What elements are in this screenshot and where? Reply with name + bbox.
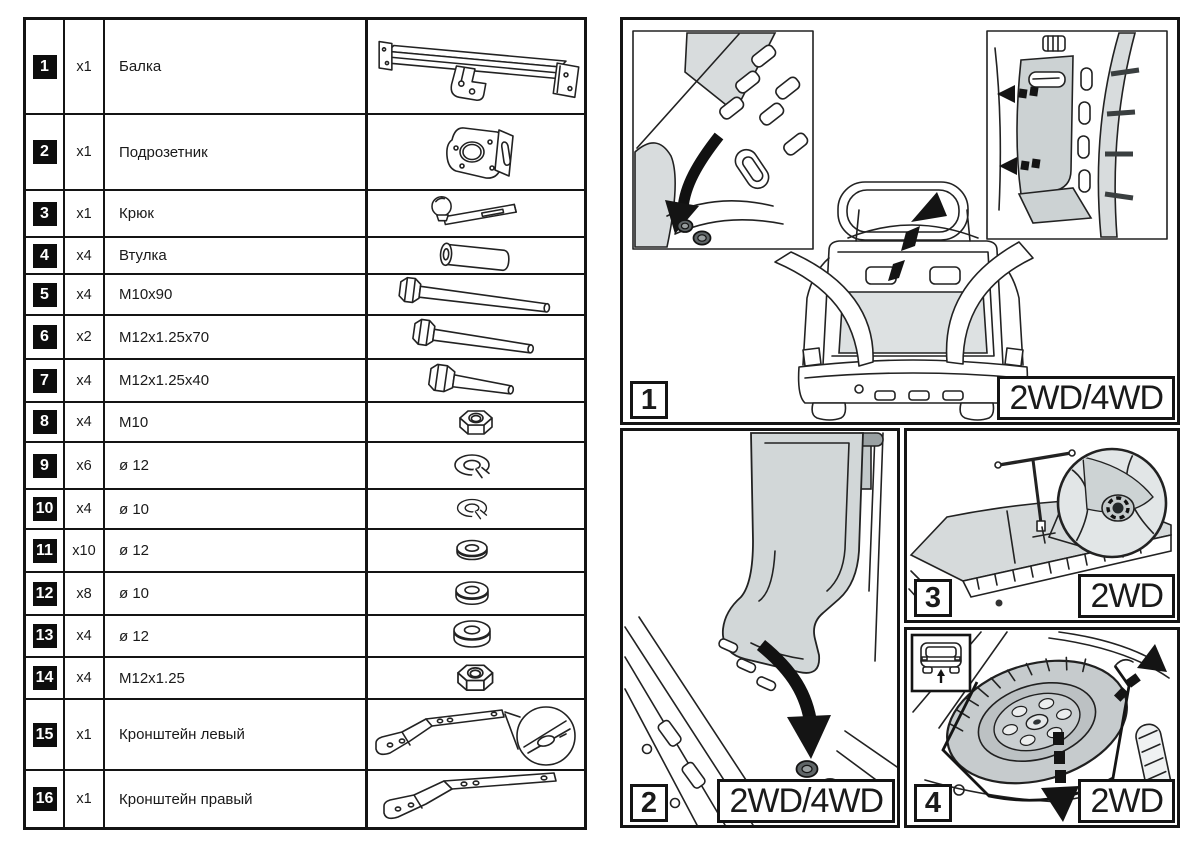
bolt-short-icon: [368, 361, 584, 401]
part-number-badge: 8: [33, 410, 57, 434]
bracket-right-icon: [368, 771, 584, 827]
table-row: [26, 316, 584, 360]
part-qty: x4: [65, 658, 105, 698]
part-name: Крюк: [105, 191, 368, 236]
socket-plate-icon: [368, 116, 584, 188]
step-panel-1: [620, 17, 1180, 425]
table-row: [26, 443, 584, 490]
part-qty: x10: [65, 530, 105, 571]
part-qty: x4: [65, 238, 105, 273]
drive-type-label: 2WD: [1078, 574, 1175, 618]
table-row: [26, 360, 584, 403]
table-row: [26, 238, 584, 275]
part-name: Кронштейн правый: [105, 771, 368, 827]
part-qty: x1: [65, 115, 105, 189]
table-row: [26, 573, 584, 616]
nut-icon: [368, 403, 584, 441]
parts-table: [23, 17, 587, 830]
part-qty: x1: [65, 191, 105, 236]
step1-illustration: [623, 20, 1177, 422]
table-row: [26, 20, 584, 115]
part-name: ø 10: [105, 573, 368, 614]
flat-washer-icon: [368, 531, 584, 571]
part-number-badge: 12: [33, 582, 57, 606]
table-row: [26, 616, 584, 658]
step2-illustration: [623, 431, 897, 825]
flat-washer-icon: [368, 574, 584, 614]
thick-washer-icon: [368, 616, 584, 656]
step-number: 1: [630, 381, 668, 419]
part-name: M12x1.25x70: [105, 316, 368, 358]
part-qty: x4: [65, 616, 105, 656]
part-qty: x4: [65, 360, 105, 401]
bracket-left-icon: [368, 701, 584, 769]
part-number-badge: 10: [33, 497, 57, 521]
drive-type-label: 2WD/4WD: [717, 779, 895, 823]
part-name: ø 12: [105, 443, 368, 488]
step-panel-3: [904, 428, 1180, 623]
step-panel-2: [620, 428, 900, 828]
part-name: ø 10: [105, 490, 368, 528]
table-row: [26, 530, 584, 573]
part-qty: x1: [65, 771, 105, 827]
part-qty: x6: [65, 443, 105, 488]
part-number-badge: 3: [33, 202, 57, 226]
step-panel-4: [904, 627, 1180, 828]
spring-washer-icon: [368, 444, 584, 488]
part-number-badge: 6: [33, 325, 57, 349]
part-qty: x1: [65, 20, 105, 113]
part-name: Балка: [105, 20, 368, 113]
part-number-badge: 1: [33, 55, 57, 79]
part-number-badge: 2: [33, 140, 57, 164]
drive-type-label: 2WD/4WD: [997, 376, 1175, 420]
part-number-badge: 13: [33, 624, 57, 648]
beam-icon: [368, 22, 584, 112]
step-number: 2: [630, 784, 668, 822]
table-row: [26, 771, 584, 827]
part-name: ø 12: [105, 530, 368, 571]
part-number-badge: 16: [33, 787, 57, 811]
part-qty: x4: [65, 490, 105, 528]
part-qty: x2: [65, 316, 105, 358]
drive-type-label: 2WD: [1078, 779, 1175, 823]
part-number-badge: 9: [33, 454, 57, 478]
part-number-badge: 4: [33, 244, 57, 268]
table-row: [26, 191, 584, 238]
part-number-badge: 14: [33, 666, 57, 690]
step-number: 3: [914, 579, 952, 617]
part-name: M12x1.25: [105, 658, 368, 698]
part-number-badge: 7: [33, 369, 57, 393]
part-qty: x4: [65, 403, 105, 441]
part-name: M12x1.25x40: [105, 360, 368, 401]
hook-icon: [368, 192, 584, 236]
bushing-icon: [368, 239, 584, 273]
part-name: Кронштейн левый: [105, 700, 368, 769]
part-number-badge: 11: [33, 539, 57, 563]
part-qty: x1: [65, 700, 105, 769]
part-name: M10x90: [105, 275, 368, 314]
table-row: [26, 115, 584, 191]
part-name: Подрозетник: [105, 115, 368, 189]
table-row: [26, 700, 584, 771]
part-qty: x4: [65, 275, 105, 314]
nut-icon: [368, 658, 584, 698]
table-row: [26, 490, 584, 530]
part-name: ø 12: [105, 616, 368, 656]
part-number-badge: 5: [33, 283, 57, 307]
part-number-badge: 15: [33, 723, 57, 747]
part-qty: x8: [65, 573, 105, 614]
bolt-long-icon: [368, 276, 584, 314]
spring-washer-icon: [368, 490, 584, 528]
table-row: [26, 403, 584, 443]
part-name: Втулка: [105, 238, 368, 273]
table-row: [26, 658, 584, 700]
step-number: 4: [914, 784, 952, 822]
table-row: [26, 275, 584, 316]
bolt-medium-icon: [368, 317, 584, 357]
part-name: M10: [105, 403, 368, 441]
